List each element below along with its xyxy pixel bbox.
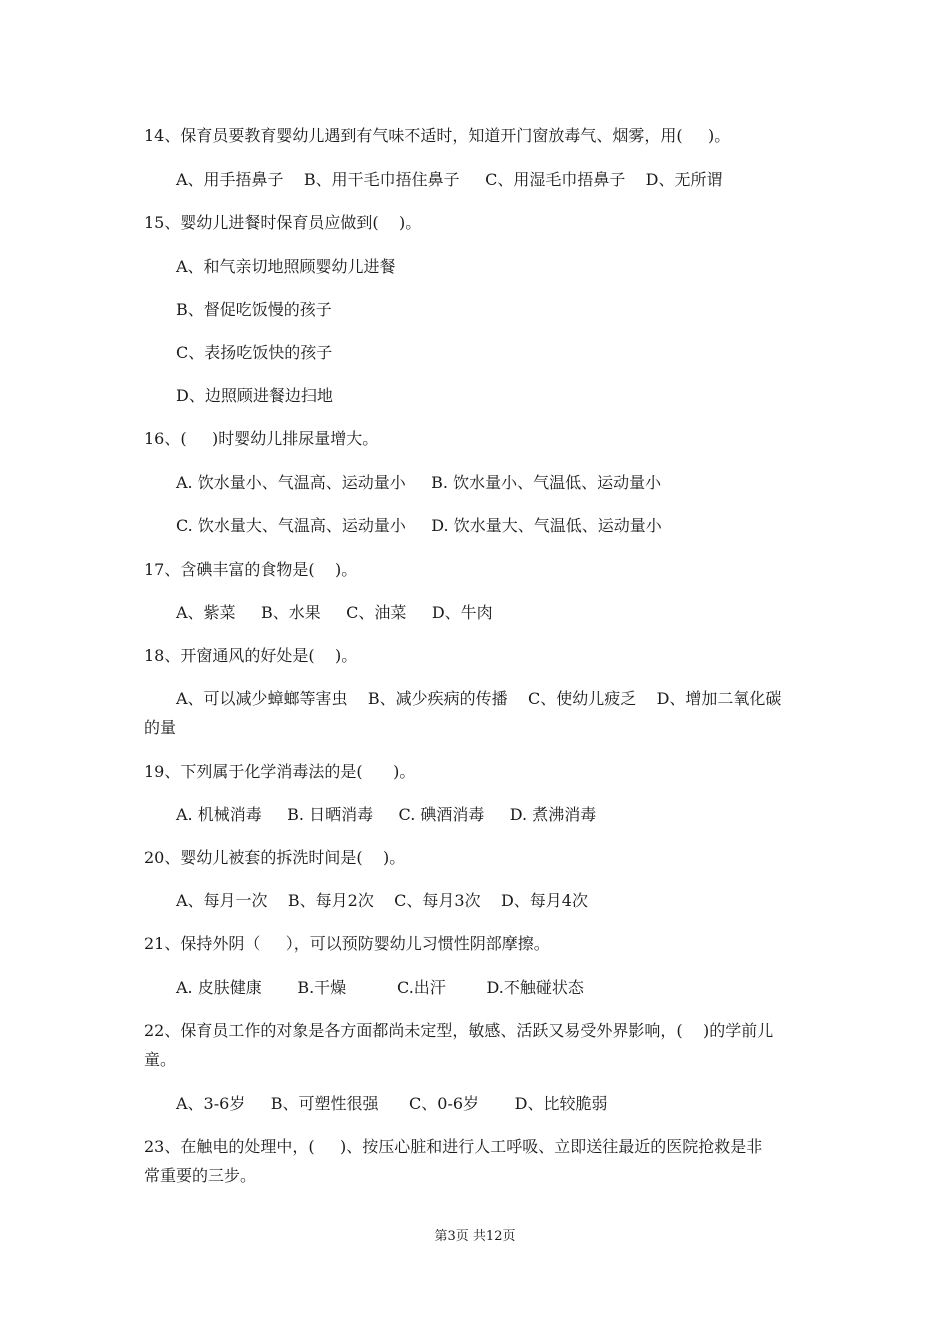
question-line: 17、含碘丰富的食物是( )。 (144, 560, 358, 579)
question-line: 的量 (144, 718, 177, 737)
question-line: 23、在触电的处理中，( )、按压心脏和进行人工呼吸、立即送往最近的医院抢救是非 (144, 1137, 763, 1156)
option-line: A、用手捂鼻子 B、用干毛巾捂住鼻子 C、用湿毛巾捂鼻子 D、无所谓 (176, 170, 723, 189)
question-line: 19、下列属于化学消毒法的是( )。 (144, 762, 416, 781)
question-line: 20、婴幼儿被套的拆洗时间是( )。 (144, 848, 406, 867)
question-line: 14、保育员要教育婴幼儿遇到有气味不适时，知道开门窗放毒气、烟雾，用( )。 (144, 126, 731, 145)
option-line: A、和气亲切地照顾婴幼儿进餐 (176, 257, 396, 276)
option-line: C. 饮水量大、气温高、运动量小 D. 饮水量大、气温低、运动量小 (176, 516, 662, 535)
option-line: A. 饮水量小、气温高、运动量小 B. 饮水量小、气温低、运动量小 (176, 473, 662, 492)
option-line: A. 皮肤健康 B.干燥 C.出汗 D.不触碰状态 (176, 978, 584, 997)
page-footer: 第3页 共12页 (434, 1229, 516, 1244)
option-line: A、紫菜 B、水果 C、油菜 D、牛肉 (176, 603, 493, 622)
question-line: 常重要的三步。 (144, 1166, 257, 1185)
question-line: 18、开窗通风的好处是( )。 (144, 646, 358, 665)
question-line: 15、婴幼儿进餐时保育员应做到( )。 (144, 213, 422, 232)
option-line: A、3-6岁 B、可塑性很强 C、0-6岁 D、比较脆弱 (176, 1094, 608, 1113)
option-line: A、可以减少蟑螂等害虫 B、减少疾病的传播 C、使幼儿疲乏 D、增加二氧化碳 (176, 689, 782, 708)
option-line: B、督促吃饭慢的孩子 (176, 300, 332, 319)
question-line: 童。 (144, 1050, 177, 1069)
question-line: 21、保持外阴（ ），可以预防婴幼儿习惯性阴部摩擦。 (144, 934, 550, 953)
option-line: C、表扬吃饭快的孩子 (176, 343, 333, 362)
option-line: A. 机械消毒 B. 日晒消毒 C. 碘酒消毒 D. 煮沸消毒 (176, 805, 597, 824)
option-line: D、边照顾进餐边扫地 (176, 386, 333, 405)
option-line: A、每月一次 B、每月2次 C、每月3次 D、每月4次 (176, 891, 588, 910)
question-line: 22、保育员工作的对象是各方面都尚未定型，敏感、活跃又易受外界影响，( )的学前儿 (144, 1021, 774, 1040)
question-line: 16、( )时婴幼儿排尿量增大。 (144, 429, 379, 448)
